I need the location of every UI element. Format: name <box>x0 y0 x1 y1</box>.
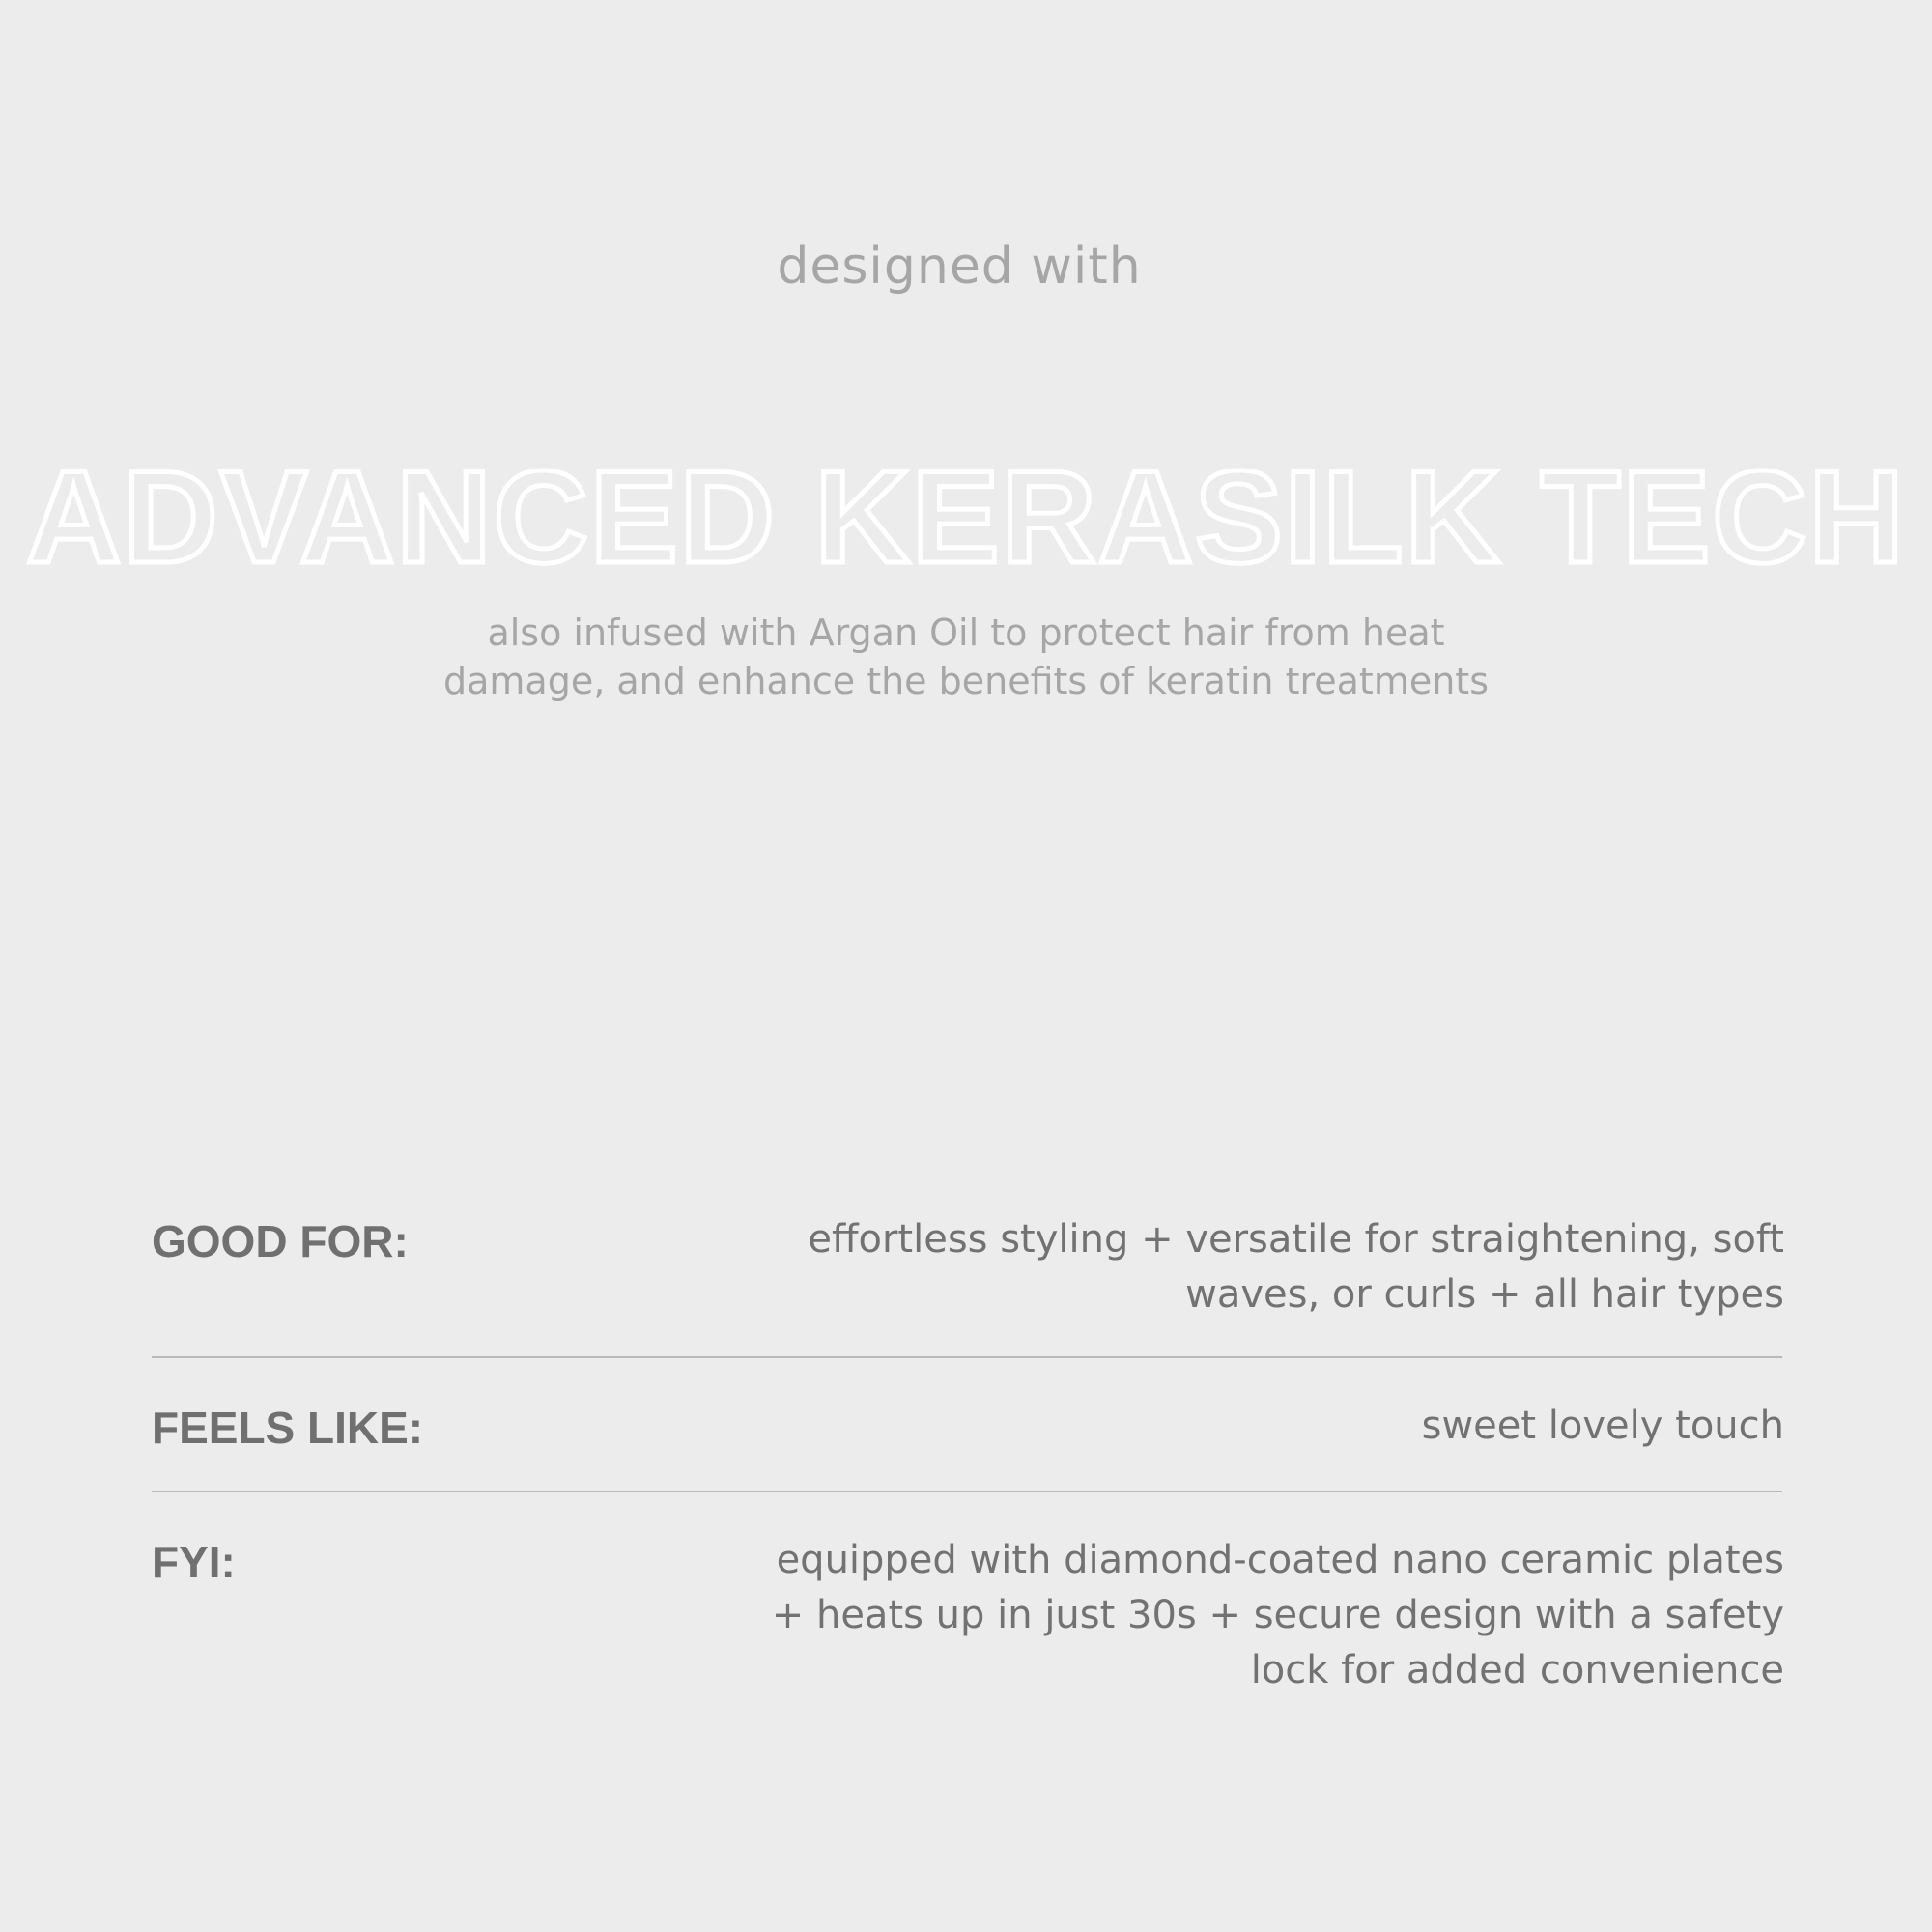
spec-label: FYI: <box>152 1537 236 1587</box>
spec-value: sweet lovely touch <box>1421 1404 1784 1448</box>
headline: ADVANCED KERASILK TECH <box>26 443 1906 590</box>
spec-label: FEELS LIKE: <box>152 1403 424 1453</box>
divider <box>152 1491 1782 1492</box>
intro-text: designed with <box>777 238 1142 296</box>
divider <box>152 1356 1782 1358</box>
spec-value: effortless styling + versatile for straightening, soft waves, or curls + all hair types <box>808 1217 1784 1317</box>
spec-label: GOOD FOR: <box>152 1216 409 1266</box>
spec-value: equipped with diamond-coated nano ceramic plates + heats up in just 30s + secure design with a safety lock for added convenience <box>771 1538 1784 1692</box>
subheadline: also infused with Argan Oil to protect hair from heat damage, and enhance the benefits of keratin treatments <box>442 611 1490 702</box>
